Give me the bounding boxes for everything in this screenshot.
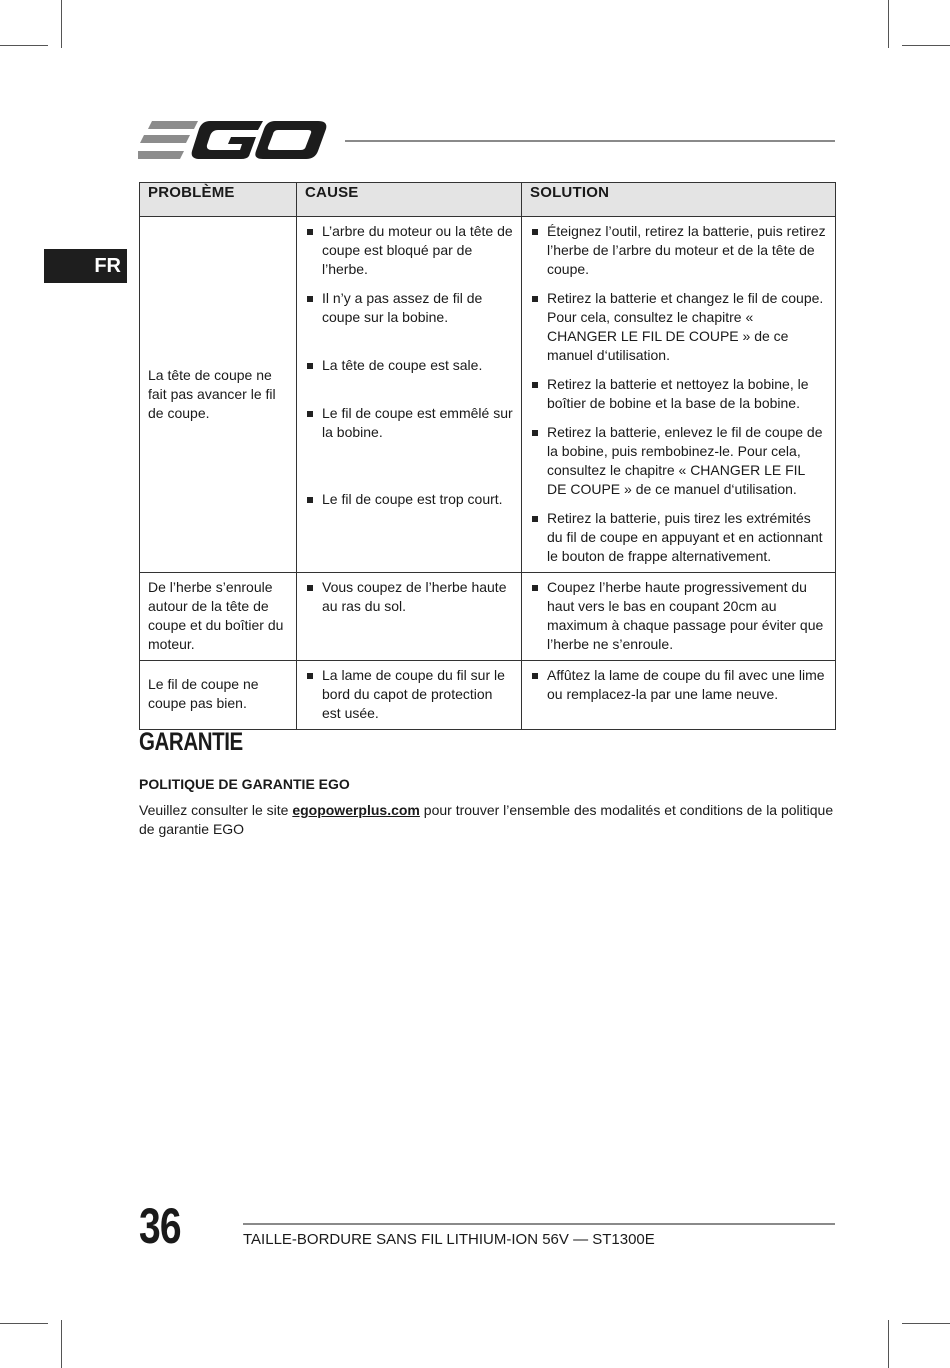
table-row	[140, 573, 836, 661]
problem-cell: De l’herbe s’enroule autour de la tête de coupe et du boîtier du moteur.	[140, 573, 297, 661]
troubleshooting-table	[139, 182, 836, 730]
header-rule	[345, 140, 835, 142]
crop-mark	[888, 0, 889, 48]
table-row	[140, 661, 836, 730]
crop-mark	[902, 45, 950, 46]
solution-item: Retirez la batterie, puis tirez les extrémités du fil de coupe en appuyant et en actionnant le bouton de frappe alternativement.	[530, 509, 827, 566]
cause-item: La lame de coupe du fil sur le bord du capot de protection est usée.	[305, 666, 513, 723]
solution-item: Éteignez l’outil, retirez la batterie, puis retirez l’herbe de l’arbre du moteur et de la tête de coupe.	[530, 222, 827, 279]
cause-cell	[297, 217, 522, 573]
crop-mark	[61, 1320, 62, 1368]
solution-item: Retirez la batterie, enlevez le fil de coupe de la bobine, puis rembobinez-le. Pour cela, consultez le chapitre « CHANGER LE FIL DE COUPE » de ce manuel d‘utilisation.	[530, 423, 827, 499]
crop-mark	[888, 1320, 889, 1368]
ego-logo	[138, 118, 328, 162]
cause-cell	[297, 573, 522, 661]
solution-item: Retirez la batterie et nettoyez la bobine, le boîtier de bobine et la base de la bobine.	[530, 375, 827, 413]
cause-item: Vous coupez de l’herbe haute au ras du sol.	[305, 578, 513, 616]
solution-cell	[522, 217, 836, 573]
solution-item: Coupez l’herbe haute progressivement du haut vers le bas en coupant 20cm au maximum à chaque passage pour éviter que l’herbe ne s’enroule.	[530, 578, 827, 654]
crop-mark	[0, 45, 48, 46]
egopowerplus-link[interactable]: egopowerplus.com	[292, 802, 420, 818]
warranty-text-after: pour trouver l’ensemble des modalités et conditions de la politique de garantie EGO	[139, 802, 834, 837]
cause-item: Le fil de coupe est trop court.	[305, 490, 513, 547]
crop-mark	[0, 1323, 48, 1324]
problem-cell: Le fil de coupe ne coupe pas bien.	[140, 661, 297, 730]
table-header-row	[140, 183, 836, 217]
page-number: 36	[139, 1198, 181, 1254]
section-title-warranty: GARANTIE	[139, 728, 243, 756]
cause-item: Il n’y a pas assez de fil de coupe sur la bobine.	[305, 289, 513, 346]
column-header-cause: CAUSE	[297, 183, 522, 217]
cause-cell	[297, 661, 522, 730]
solution-cell	[522, 573, 836, 661]
warranty-text-before: Veuillez consulter le site	[139, 802, 293, 818]
column-header-problem: PROBLÈME	[140, 183, 297, 217]
cause-item: La tête de coupe est sale.	[305, 356, 513, 394]
cause-item: L’arbre du moteur ou la tête de coupe est bloqué par de l’herbe.	[305, 222, 513, 279]
crop-mark	[902, 1323, 950, 1324]
cause-item: Le fil de coupe est emmêlé sur la bobine.	[305, 404, 513, 480]
warranty-policy-heading: POLITIQUE DE GARANTIE EGO	[139, 776, 350, 792]
table-row	[140, 217, 836, 573]
problem-cell: La tête de coupe ne fait pas avancer le fil de coupe.	[140, 217, 297, 573]
footer-rule	[243, 1223, 835, 1225]
language-tab: FR	[44, 249, 127, 283]
solution-item: Retirez la batterie et changez le fil de coupe. Pour cela, consultez le chapitre « CHANGER LE FIL DE COUPE » de ce manuel d‘utilisation.	[530, 289, 827, 365]
warranty-policy-text	[139, 801, 839, 839]
crop-mark	[61, 0, 62, 48]
column-header-solution: SOLUTION	[522, 183, 836, 217]
footer-product-title: TAILLE-BORDURE SANS FIL LITHIUM-ION 56V — ST1300E	[243, 1231, 655, 1248]
solution-item: Affûtez la lame de coupe du fil avec une lime ou remplacez-la par une lame neuve.	[530, 666, 827, 704]
solution-cell	[522, 661, 836, 730]
